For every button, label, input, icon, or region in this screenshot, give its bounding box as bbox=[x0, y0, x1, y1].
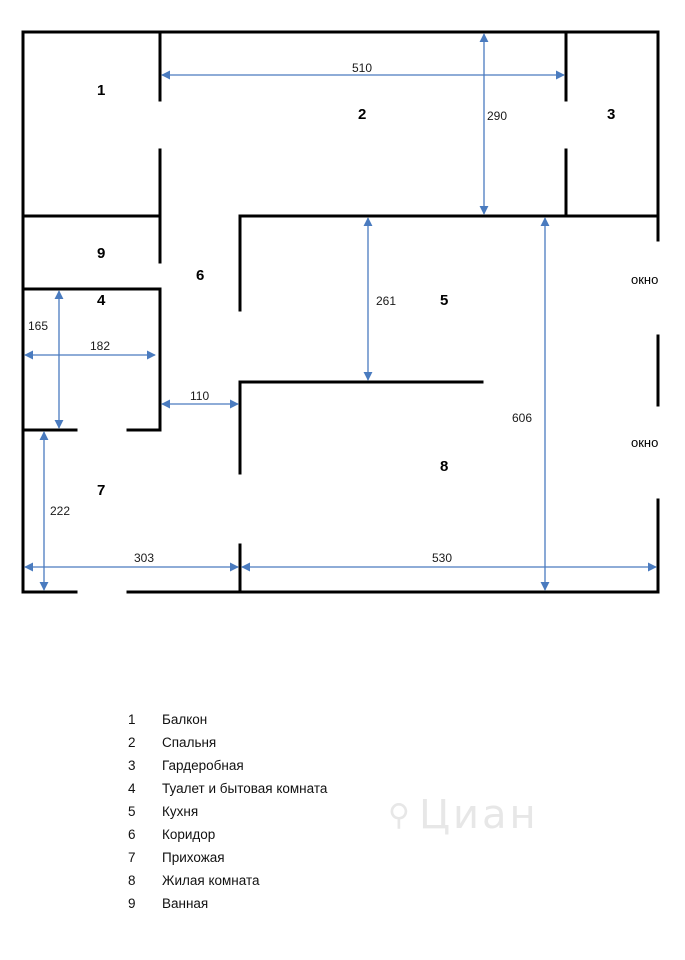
room-number-6: 6 bbox=[196, 267, 205, 284]
legend-label: Балкон bbox=[162, 712, 208, 727]
legend-label: Прихожая bbox=[162, 850, 225, 865]
room-number-5: 5 bbox=[440, 292, 449, 309]
room-number-7: 7 bbox=[97, 482, 106, 499]
legend-number: 2 bbox=[128, 735, 136, 750]
legend-item bbox=[128, 708, 327, 731]
dim-label-182: 182 bbox=[90, 339, 111, 353]
legend-label: Жилая комната bbox=[162, 873, 260, 888]
legend-number: 7 bbox=[128, 850, 136, 865]
legend-label: Коридор bbox=[162, 827, 216, 842]
legend-label: Гардеробная bbox=[162, 758, 244, 773]
legend-item bbox=[128, 754, 327, 777]
room-number-8: 8 bbox=[440, 458, 449, 475]
legend-number: 4 bbox=[128, 781, 136, 796]
legend-item bbox=[128, 823, 327, 846]
room-number-3: 3 bbox=[607, 106, 616, 123]
dim-label-530: 530 bbox=[432, 551, 453, 565]
room-number-9: 9 bbox=[97, 245, 106, 262]
legend-number: 9 bbox=[128, 896, 136, 911]
legend-label: Туалет и бытовая комната bbox=[162, 781, 328, 796]
room-number-1: 1 bbox=[97, 82, 106, 99]
legend-item bbox=[128, 846, 327, 869]
dim-label-606: 606 bbox=[512, 411, 533, 425]
room-numbers bbox=[97, 82, 615, 499]
dim-label-110: 110 bbox=[190, 389, 210, 403]
room-number-4: 4 bbox=[97, 292, 106, 309]
dim-label-261: 261 bbox=[376, 294, 397, 308]
legend-item bbox=[128, 777, 327, 800]
legend-number: 5 bbox=[128, 804, 136, 819]
dimension-lines bbox=[25, 34, 659, 590]
legend-label: Ванная bbox=[162, 896, 209, 911]
room-number-2: 2 bbox=[358, 106, 367, 123]
window-label-upper: окно bbox=[631, 272, 659, 287]
watermark bbox=[388, 780, 588, 850]
dim-label-510: 510 bbox=[352, 61, 373, 75]
legend-label: Спальня bbox=[162, 735, 217, 750]
dim-label-165: 165 bbox=[28, 319, 49, 333]
legend-number: 6 bbox=[128, 827, 136, 842]
legend-number: 1 bbox=[128, 712, 136, 727]
location-pin-icon: ⚲ bbox=[388, 797, 413, 833]
window-label-lower: окно bbox=[631, 435, 659, 450]
legend-number: 3 bbox=[128, 758, 136, 773]
walls bbox=[23, 32, 658, 592]
legend-item bbox=[128, 800, 327, 823]
legend-item bbox=[128, 892, 327, 915]
watermark-text: Циан bbox=[418, 792, 539, 838]
dim-label-303: 303 bbox=[134, 551, 155, 565]
room-legend bbox=[128, 708, 327, 915]
legend-number: 8 bbox=[128, 873, 136, 888]
dim-label-290: 290 bbox=[487, 109, 508, 123]
legend-label: Кухня bbox=[162, 804, 199, 819]
legend-item bbox=[128, 869, 327, 892]
legend-item bbox=[128, 731, 327, 754]
dim-label-222: 222 bbox=[50, 504, 71, 518]
